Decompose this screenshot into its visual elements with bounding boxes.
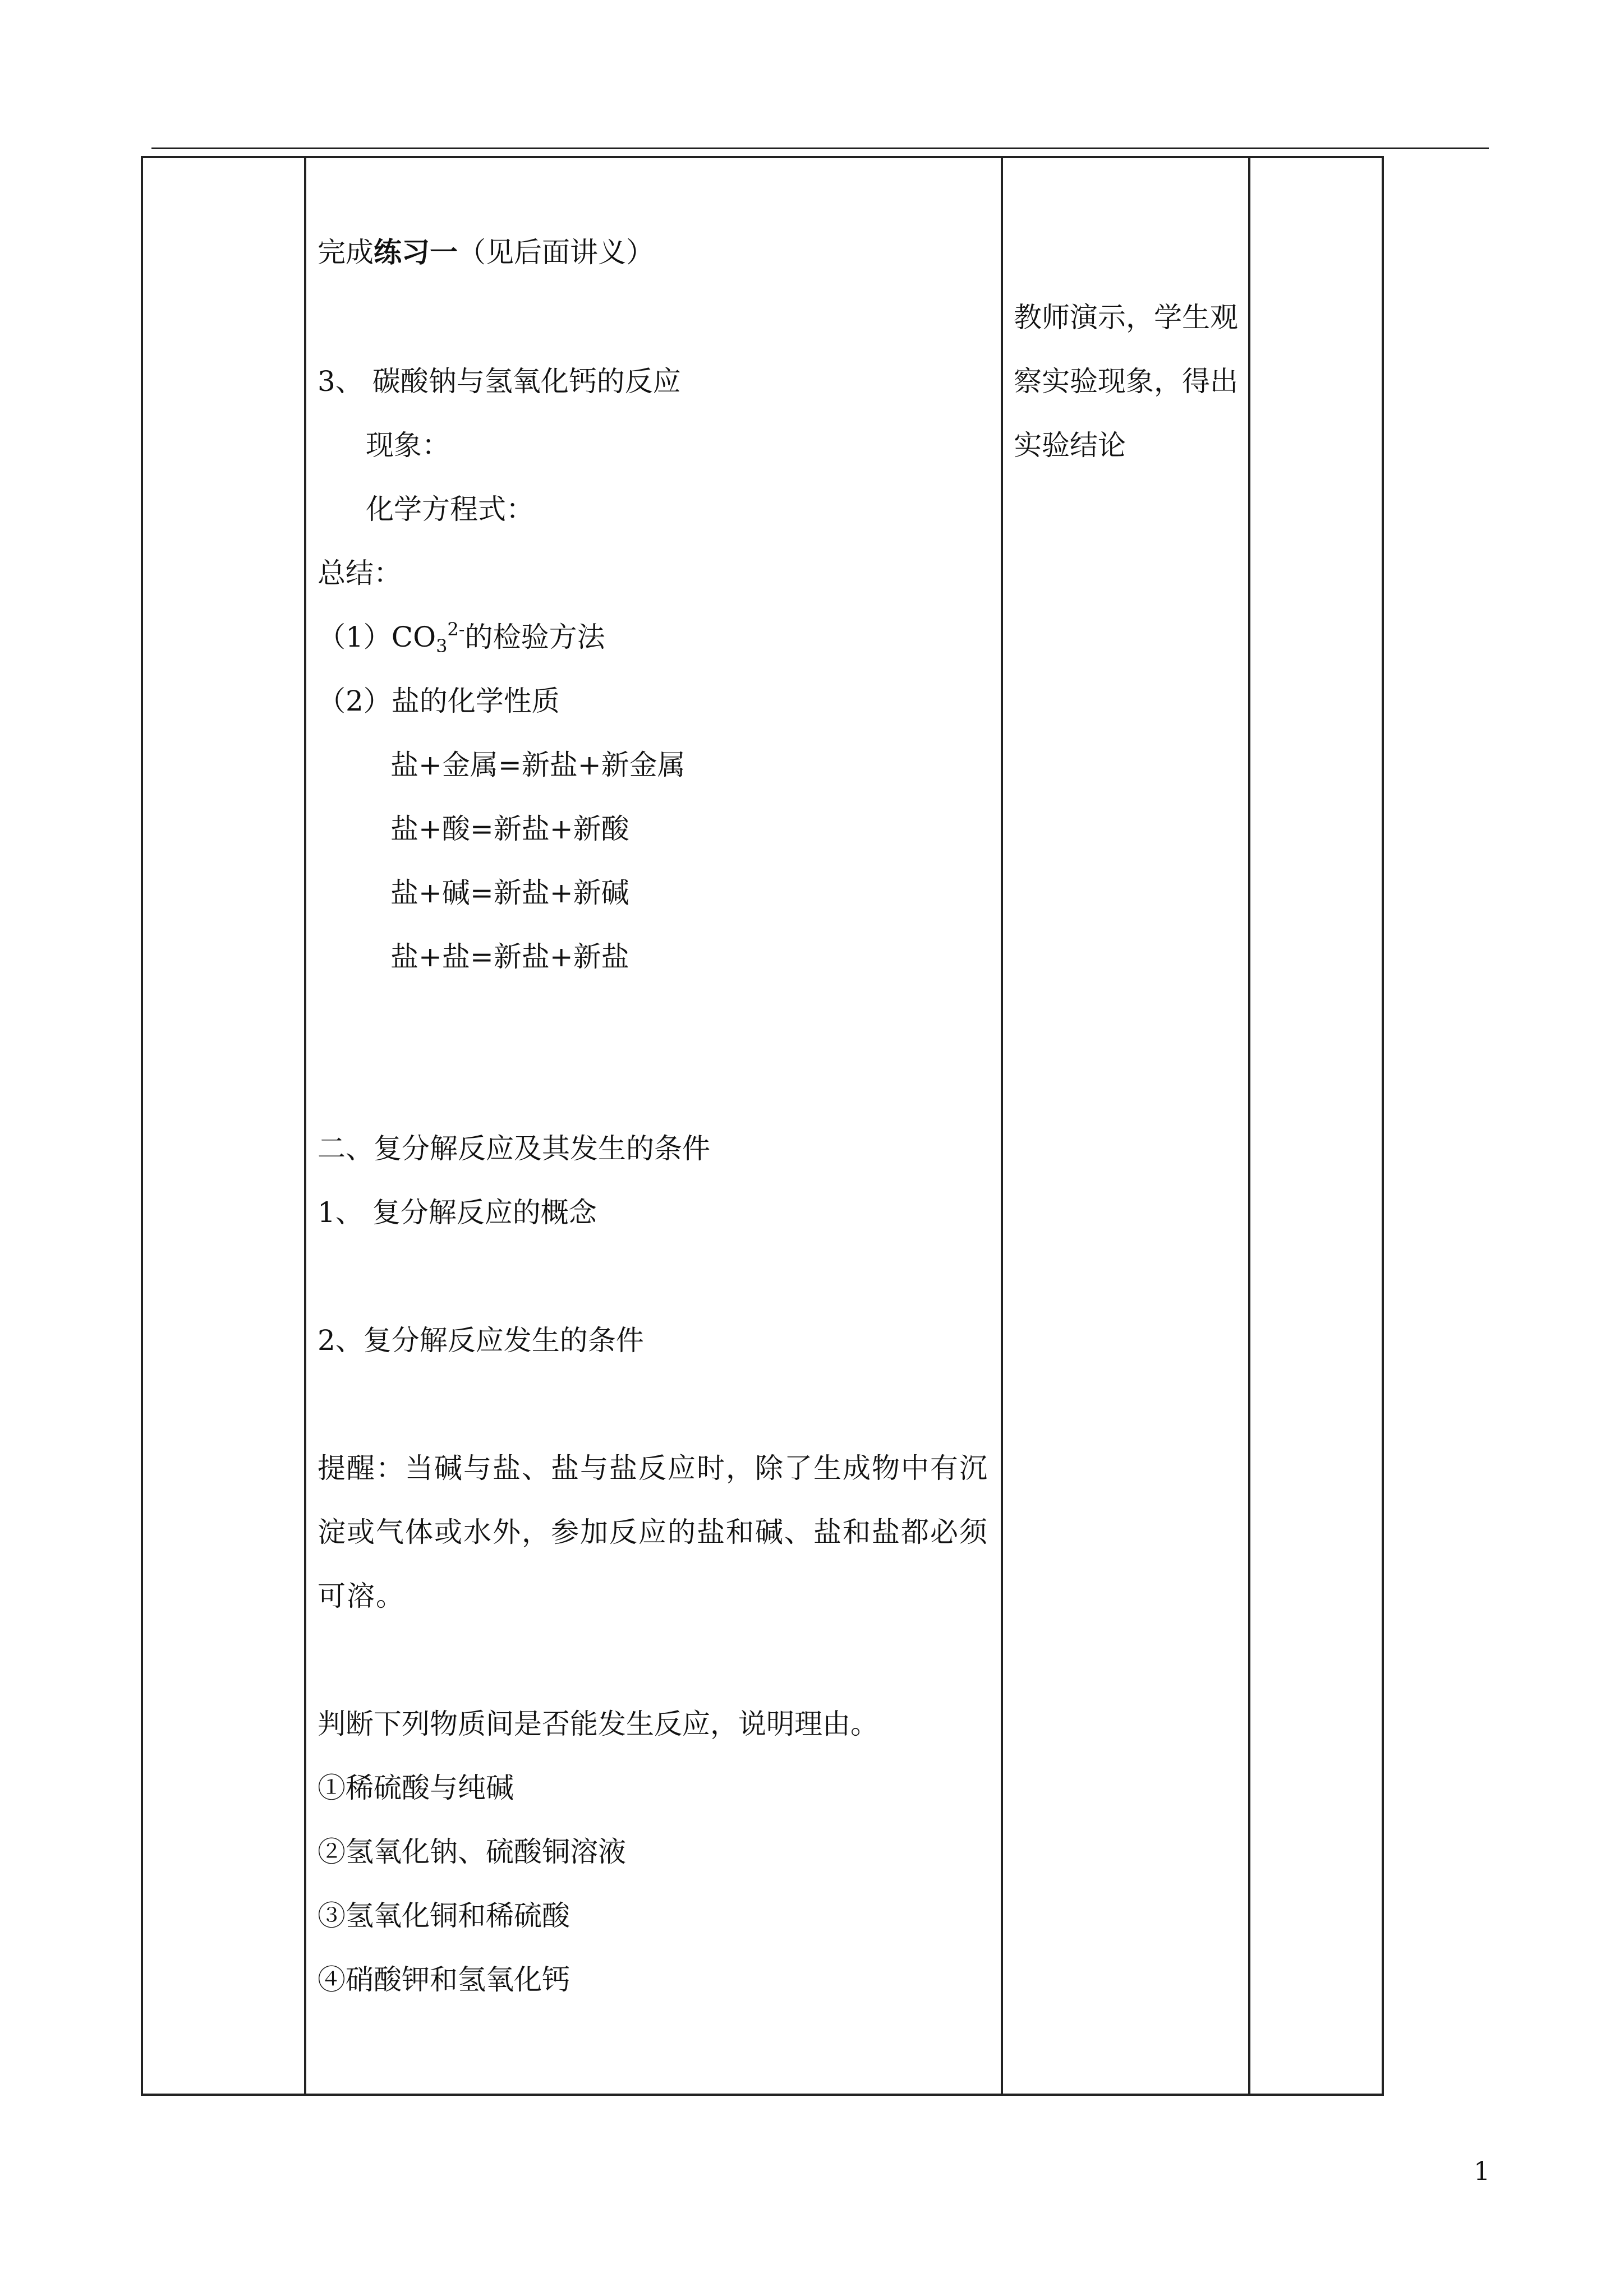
activity-line: 教师演示，学生观 xyxy=(1014,301,1238,334)
equation-label: 化学方程式： xyxy=(366,493,534,525)
judge-item: ①稀硫酸与纯碱 xyxy=(318,1772,514,1804)
summary-item-1 xyxy=(318,619,605,657)
summary-item-1-superscript: 2- xyxy=(447,619,465,640)
judge-item: ②氢氧化钠、硫酸铜溶液 xyxy=(318,1836,626,1868)
salt-rule: 盐+酸=新盐+新酸 xyxy=(390,813,629,845)
column-divider-3 xyxy=(1248,158,1250,2094)
exercise-suffix: （见后面讲义） xyxy=(458,236,654,269)
activity-line: 实验结论 xyxy=(1014,429,1126,462)
reminder-line: 提醒：当碱与盐、盐与盐反应时，除了生成物中有沉 xyxy=(318,1452,988,1484)
reminder-line: 可溶。 xyxy=(318,1580,405,1612)
part2-item-1: 1、 复分解反应的概念 xyxy=(318,1196,597,1229)
summary-label: 总结： xyxy=(318,557,402,589)
judge-item: ③氢氧化铜和稀硫酸 xyxy=(318,1899,570,1932)
part2-item-2: 2、复分解反应发生的条件 xyxy=(318,1324,644,1357)
summary-item-1-suffix: 的检验方法 xyxy=(464,621,605,653)
exercise-line xyxy=(318,236,654,269)
reminder-line: 淀或气体或水外，参加反应的盐和碱、盐和盐都必须 xyxy=(318,1516,988,1548)
activity-line: 察实验现象，得出 xyxy=(1014,365,1238,398)
part2-heading: 二、复分解反应及其发生的条件 xyxy=(318,1132,710,1165)
column-divider-2 xyxy=(1001,158,1003,2094)
column-divider-1 xyxy=(304,158,306,2094)
phenomenon-label: 现象： xyxy=(366,429,450,462)
salt-rule: 盐+碱=新盐+新碱 xyxy=(390,877,629,909)
header-rule xyxy=(151,147,1489,149)
judge-item: ④硝酸钾和氢氧化钙 xyxy=(318,1963,570,1996)
summary-item-1-subscript: 3 xyxy=(436,635,448,657)
summary-item-2: （2）盐的化学性质 xyxy=(318,685,560,717)
exercise-bold: 练习一 xyxy=(374,236,458,269)
judge-prompt: 判断下列物质间是否能发生反应，说明理由。 xyxy=(318,1708,878,1740)
lesson-table xyxy=(141,156,1384,2096)
section3-heading: 3、 碳酸钠与氢氧化钙的反应 xyxy=(318,365,681,398)
page-number: 1 xyxy=(1474,2156,1490,2186)
salt-rule: 盐+金属=新盐+新金属 xyxy=(390,749,686,781)
exercise-prefix: 完成 xyxy=(318,236,374,269)
summary-item-1-prefix: （1）CO xyxy=(318,621,436,653)
salt-rule: 盐+盐=新盐+新盐 xyxy=(390,940,629,973)
